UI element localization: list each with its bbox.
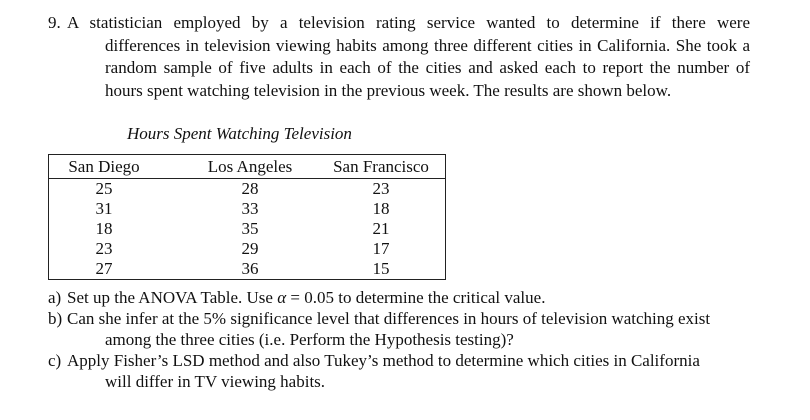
problem-number: 9. — [48, 13, 61, 32]
problem-statement — [48, 12, 750, 102]
data-table — [48, 154, 446, 280]
column-san-francisco — [325, 155, 437, 279]
table-cell: 31 — [95, 199, 113, 218]
problem-text-first: A statistician employed by a television rating service wanted to determine if there were — [67, 13, 750, 32]
part-b-text: Can she infer at the 5% significance level that differences in hours of television watching exist — [67, 309, 711, 328]
part-label: b) — [48, 309, 63, 328]
column-header: San Diego — [68, 157, 140, 176]
table-cell: 23 — [372, 179, 390, 198]
problem-text-rest: differences in television viewing habits among three different cities in California. She took a random sample of five adults in each of the cities and asked each to report the number of hours spent watching television in the previous week. The results are shown below. — [105, 35, 750, 100]
problem-text — [67, 12, 750, 102]
part-a-text: Set up the ANOVA Table. Use — [67, 288, 278, 307]
table-cell: 35 — [241, 219, 259, 238]
alpha-symbol: α — [277, 288, 287, 307]
table-cell: 18 — [95, 219, 113, 238]
table-cell: 21 — [372, 219, 390, 238]
table-cell: 29 — [241, 239, 259, 258]
table-cell: 23 — [95, 239, 113, 258]
table-cell: 15 — [372, 259, 390, 278]
part-b — [48, 308, 750, 350]
part-label: c) — [48, 351, 62, 370]
table-cell: 36 — [241, 259, 259, 278]
part-c-text-cont: will differ in TV viewing habits. — [105, 372, 326, 391]
part-c-text: Apply Fisher’s LSD method and also Tukey’s method to determine which cities in California — [67, 351, 700, 370]
table-cell: 18 — [372, 199, 390, 218]
part-label: a) — [48, 288, 62, 307]
part-c — [48, 350, 750, 392]
column-san-diego — [67, 155, 141, 279]
part-a-text-after: = 0.05 to determine the critical value. — [286, 288, 546, 307]
table-cell: 27 — [95, 259, 113, 278]
column-header: San Francisco — [333, 157, 429, 176]
part-a — [48, 287, 750, 308]
column-los-angeles — [195, 155, 305, 279]
table-cell: 17 — [372, 239, 390, 258]
part-a-line — [67, 287, 750, 308]
table-title: Hours Spent Watching Television — [127, 124, 352, 143]
table-cell: 28 — [241, 179, 259, 198]
column-header: Los Angeles — [207, 157, 293, 176]
table-cell: 25 — [95, 179, 113, 198]
table-cell: 33 — [241, 199, 259, 218]
part-b-text-cont: among the three cities (i.e. Perform the Hypothesis testing)? — [105, 330, 514, 349]
question-parts — [48, 287, 750, 392]
